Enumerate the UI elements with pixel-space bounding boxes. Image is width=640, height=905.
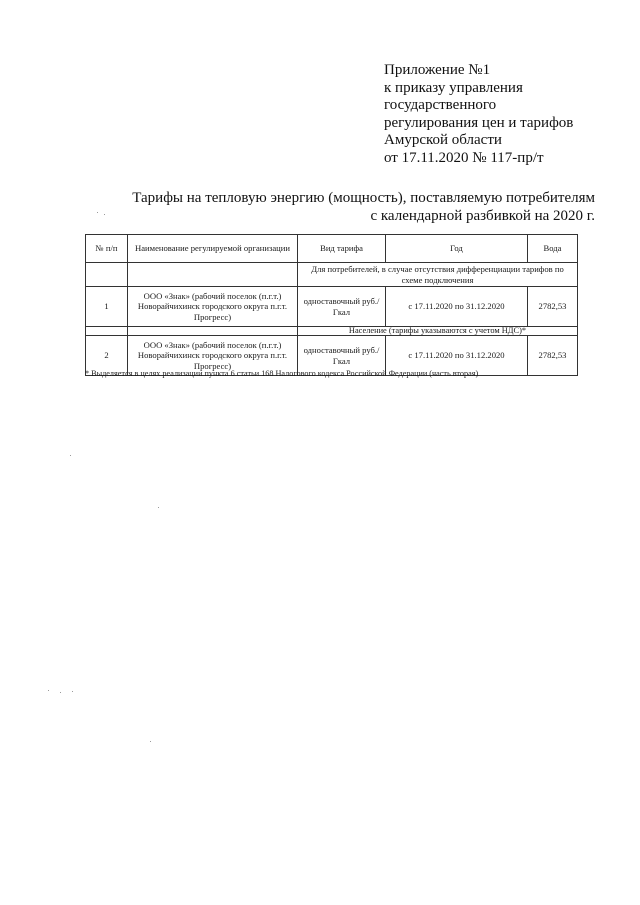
header-type: Вид тарифа bbox=[298, 235, 386, 263]
row-type: одноставочный руб./Гкал bbox=[298, 287, 386, 327]
row-value: 2782,53 bbox=[528, 336, 578, 376]
scan-speck bbox=[150, 741, 151, 742]
appendix-line: к приказу управления bbox=[384, 79, 523, 96]
appendix-line: Приложение №1 bbox=[384, 62, 491, 78]
row-num: 1 bbox=[86, 287, 128, 327]
row-value: 2782,53 bbox=[528, 287, 578, 327]
scan-speck bbox=[60, 692, 61, 693]
document-title bbox=[95, 190, 595, 225]
tariff-table bbox=[85, 234, 578, 376]
scan-speck bbox=[72, 691, 73, 692]
table-header-row bbox=[86, 235, 578, 263]
title-line-2: с календарной разбивкой на 2020 г. bbox=[370, 207, 595, 224]
group-label-population: Население (тарифы указываются с учетом НДС)* bbox=[298, 327, 578, 336]
appendix-line: Амурской области bbox=[384, 132, 502, 149]
group-empty-cell bbox=[128, 327, 298, 336]
group-label-consumers: Для потребителей, в случае отсутствия дифференциации тарифов по схеме подключения bbox=[298, 263, 578, 287]
scan-speck bbox=[48, 690, 49, 691]
row-num: 2 bbox=[86, 336, 128, 376]
group-empty-cell bbox=[86, 263, 128, 287]
row-org: ООО «Знак» (рабочий поселок (п.г.т.) Новорайчихинск городского округа п.г.т. Прогресс) bbox=[128, 287, 298, 327]
group-empty-cell bbox=[128, 263, 298, 287]
scan-speck bbox=[97, 212, 98, 213]
row-org: ООО «Знак» (рабочий поселок (п.г.т.) Новорайчихинск городского округа п.г.т. Прогресс) bbox=[128, 336, 298, 376]
scan-speck bbox=[70, 455, 71, 456]
header-org: Наименование регулируемой организации bbox=[128, 235, 298, 263]
title-line-1: Тарифы на тепловую энергию (мощность), поставляемую потребителям bbox=[132, 190, 595, 206]
scan-speck bbox=[158, 507, 159, 508]
header-water: Вода bbox=[528, 235, 578, 263]
appendix-header bbox=[384, 62, 573, 168]
appendix-line: от 17.11.2020 № 117-пр/т bbox=[384, 149, 544, 166]
table-row bbox=[86, 287, 578, 327]
group-empty-cell bbox=[86, 327, 128, 336]
row-period: с 17.11.2020 по 31.12.2020 bbox=[386, 336, 528, 376]
group-row-consumers bbox=[86, 263, 578, 287]
appendix-line: регулирования цен и тарифов bbox=[384, 114, 574, 131]
header-num: № п/п bbox=[86, 235, 128, 263]
footnote: * Выделяется в целях реализации пункта 6 статьи 168 Налогового кодекса Российской Федерации (часть вторая) bbox=[85, 369, 479, 378]
appendix-line: государственного bbox=[384, 97, 497, 114]
row-period: с 17.11.2020 по 31.12.2020 bbox=[386, 287, 528, 327]
row-type: одноставочный руб./Гкал bbox=[298, 336, 386, 376]
scan-speck bbox=[104, 214, 105, 215]
group-row-population bbox=[86, 327, 578, 336]
header-year: Год bbox=[386, 235, 528, 263]
